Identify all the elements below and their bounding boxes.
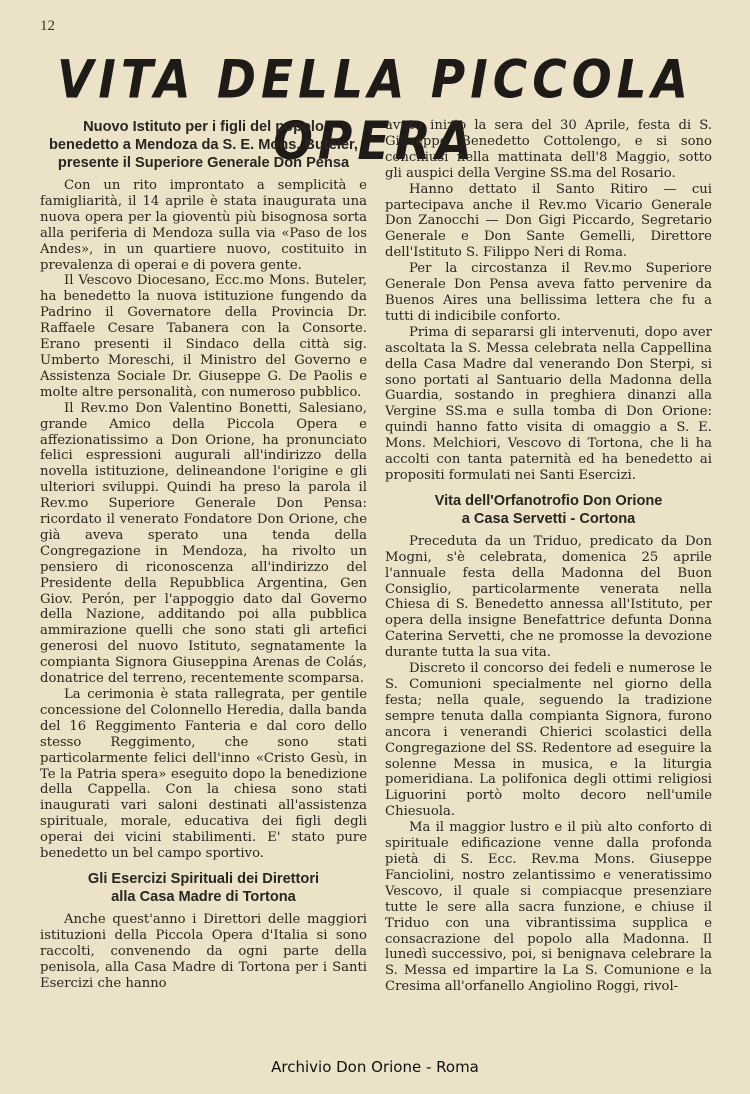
paragraph: Ma il maggior lustro e il più alto conforto di spirituale edificazione venne dalla profonda pietà di S. Ecc. Rev.ma Mons. Giuseppe Fanciolini, nostro zelantissimo e veneratissimo Vescovo, il quale si compiacque presenziare tutte le sere alla sacra funzione, e chiuse il Triduo con una vibrantissima supplica e consacrazione del popolo alla Madonna. Il lunedì successivo, poi, si benignava celebrare la S. Messa ed impartire la La S. Comunione e la Cresima all'orfanello Angiolino Roggi, rivol- — [385, 820, 712, 995]
paragraph: La cerimonia è stata rallegrata, per gentile concessione del Colonnello Heredia, dalla banda del 16 Reggimento Fanteria e dal coro dello stesso Reggimento, che sono stati particolarmente felici dell'inno «Cristo Gesù, in Te la Patria spera» eseguito dopo la benedizione della Cappella. Con la chiesa sono stati inaugurati vari saloni destinati all'assistenza spirituale, morale, educativa dei figli degli operai dei vicini stabilimenti. E' stato pure benedetto un bel campo sportivo. — [40, 687, 367, 862]
section-heading-cortona — [385, 492, 712, 528]
section-heading-esercizi — [40, 870, 367, 906]
paragraph: Anche quest'anno i Direttori delle maggiori istituzioni della Piccola Opera d'Italia si sono raccolti, convenendo da ogni parte della penisola, alla Casa Madre di Tortona per i Santi Esercizi che hanno — [40, 911, 367, 991]
paragraph: Discreto il concorso dei fedeli e numerose le S. Comunioni specialmente nel giorno della festa; nella quale, seguendo la tradizione sempre tenuta dalla compianta Signora, furono ancora i venerandi Chierici scolastici della Congregazione del SS. Redentore ad eseguire la solenne Messa in musica, e la liturgia pomeridiana. La polifonica degli ottimi religiosi Liguorini portò molto decoro nell'umile Chiesuola. — [385, 661, 712, 820]
section-heading-mendoza — [40, 118, 367, 172]
article-columns — [40, 118, 712, 1048]
heading-line: Vita dell'Orfanotrofio Don Orione — [434, 492, 663, 509]
heading-line: Nuovo Istituto per i figli del popolo — [83, 119, 324, 135]
paragraph: Hanno dettato il Santo Ritiro — cui partecipava anche il Rev.mo Vicario Generale Don Zanocchi — Don Gigi Piccardo, Segretario Generale e Don Sante Gemelli, Direttore dell'Istituto S. Filippo Neri di Roma. — [385, 181, 712, 261]
heading-line: alla Casa Madre di Tortona — [111, 888, 296, 905]
heading-line: a Casa Servetti - Cortona — [461, 510, 636, 527]
archive-footer: Archivio Don Orione - Roma — [271, 1058, 479, 1076]
page-number: 12 — [40, 18, 55, 34]
paragraph: Per la circostanza il Rev.mo Superiore Generale Don Pensa aveva fatto pervenire da Buenos Aires una bellissima lettera che fu a tutti di indicibile conforto. — [385, 261, 712, 324]
paragraph: Il Rev.mo Don Valentino Bonetti, Salesiano, grande Amico della Piccola Opera e affezionatissimo a Don Orione, ha pronunciato felici espressioni augurali all'indirizzo della novella istituzione, delineandone l'origine e gli ulteriori sviluppi. Quindi ha preso la parola il Rev.mo Superiore Generale Don Pensa: ricordato il venerato Fondatore Don Orione, che già aveva sperato una tenda della Congregazione in Mendoza, ha rivolto un pensiero di riconoscenza all'indirizzo del Presidente della Repubblica Argentina, Gen Giov. Perón, per l'appoggio dato dal Governo della Nazione, additando poi alla pubblica ammirazione quelli che sono stati gli artefici generosi del nuovo Istituto, segnatamente la compianta Signora Giuseppina Arenas de Colás, donatrice del terreno, recentemente scomparsa. — [40, 400, 367, 687]
right-column — [385, 118, 712, 1048]
paragraph: Il Vescovo Diocesano, Ecc.mo Mons. Buteler, ha benedetto la nuova istituzione fungendo da Padrino il Governatore della Provincia Dr. Raffaele Cesare Tabanera con la Consorte. Erano presenti il Sindaco della città sig. Umberto Moreschi, il Ministro del Governo e Assistenza Sociale Dr. Giuseppe G. De Paolis e molte altre personalità, con numeroso pubblico. — [40, 273, 367, 400]
paragraph-continued: avuto inizio la sera del 30 Aprile, festa di S. Giuseppe Benedetto Cottolengo, e si sono conchiusi nella mattinata dell'8 Maggio, sotto gli auspici della Vergine SS.ma del Rosario. — [385, 118, 712, 181]
paragraph: Preceduta da un Triduo, predicato da Don Mogni, s'è celebrata, domenica 25 aprile l'annuale festa della Madonna del Buon Consiglio, particolarmente venerata nella Chiesa di S. Benedetto annessa all'Istituto, per opera della insigne Benefattrice defunta Donna Caterina Servetti, che ne promosse la devozione durante tutta la sua vita. — [385, 533, 712, 661]
heading-line: Gli Esercizi Spirituali dei Direttori — [87, 870, 320, 887]
page-title: VITA DELLA PICCOLA OPERA — [57, 49, 693, 173]
paragraph: Prima di separarsi gli intervenuti, dopo aver ascoltata la S. Messa celebrata nella Cappellina della Casa Madre dal venerando Don Sterpi, si sono portati al Santuario della Madonna della Guardia, sostando in preghiera dinanzi alla Vergine SS.ma e sulla tomba di Don Orione: quindi hanno fatto visita di omaggio a S. E. Mons. Melchiori, Vescovo di Tortona, che li ha accolti con tanta paternità ed ha benedetto ai propositi formulati nei Santi Esercizi. — [385, 324, 712, 483]
left-column — [40, 118, 367, 1048]
heading-line: presente il Superiore Generale Don Pensa — [57, 155, 350, 171]
heading-line: benedetto a Mendoza da S. E. Mons. Buteler, — [49, 137, 358, 153]
paragraph: Con un rito improntato a semplicità e famigliarità, il 14 aprile è stata inaugurata una nuova opera per la gioventù più bisognosa sorta alla periferia di Mendoza sulla via «Paso de los Andes», in un quartiere nuovo, costituito in prevalenza di operai e di povera gente. — [40, 178, 367, 273]
